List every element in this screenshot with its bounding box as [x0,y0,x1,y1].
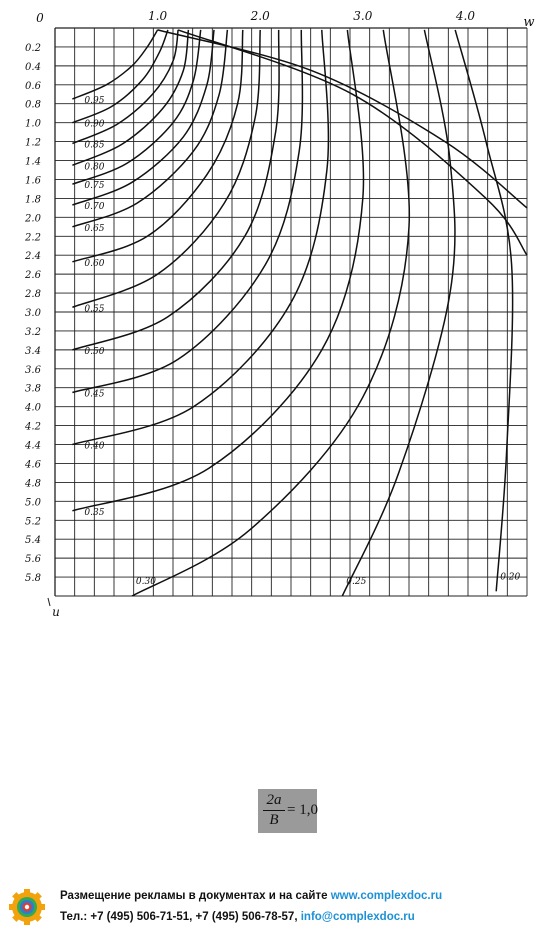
series-label: 0.70 [84,202,105,213]
y-tick-label: 3.8 [25,383,41,395]
footer-ad-text: Размещение рекламы в документах и на сайте [60,890,331,902]
y-tick-label: 4.0 [25,402,41,414]
chart-curves [72,30,527,596]
series-label: 0.20 [500,572,521,583]
y-tick-label: 4.6 [25,459,41,471]
chart-grid [55,28,527,596]
y-tick-label: 5.4 [25,535,41,547]
y-tick-label: 2.4 [25,251,41,263]
formula-denominator: B [269,812,279,828]
x-tick-label: 4.0 [455,9,475,23]
series-curve [72,30,157,99]
y-tick-label: 5.6 [25,554,41,566]
series-label: 0.40 [84,441,105,452]
footer-phone-line [60,911,415,923]
y-tick-label: 1.4 [25,156,41,168]
y-tick-label: 4.8 [25,478,41,490]
y-tick-label: 1.2 [25,137,41,149]
y-tick-label: 4.2 [25,421,41,433]
series-label: 0.95 [84,96,105,106]
y-tick-label: 2.2 [25,232,41,244]
series-label: 0.45 [84,389,105,400]
y-tick-label: 5.2 [25,516,41,528]
series-curve [158,30,527,208]
y-tick-label: 3.4 [25,345,41,357]
y-tick-label: 0.8 [25,99,41,111]
series-label: 0.35 [84,507,105,518]
x-tick-label: 3.0 [353,9,373,23]
series-label: 0.65 [84,223,105,234]
series-label: 0.75 [84,181,105,192]
formula-fraction [263,792,285,829]
y-tick-label: 5.0 [25,497,41,509]
y-tick-label: 1.0 [25,118,41,130]
x-tick-label: 1.0 [148,9,168,23]
series-curve [72,30,363,511]
y-tick-label: 1.6 [25,175,41,187]
y-tick-label: 3.6 [25,364,41,376]
gear-logo-icon [8,888,46,926]
y-tick-label: 2.8 [25,289,41,301]
footer-ad-line [60,890,442,902]
y-axis-arrow [48,598,50,606]
y-tick-label: 3.2 [25,326,41,338]
series-label: 0.30 [135,577,156,587]
formula-numerator: 2a [263,792,285,811]
y-origin-label: 0 [36,11,44,25]
series-curve [72,30,328,445]
y-tick-label: 3.0 [25,308,41,319]
y-axis-label: u [52,605,60,619]
series-curve [455,30,512,591]
y-tick-label: 0.2 [25,42,41,54]
y-tick-label: 0.4 [25,61,41,73]
x-tick-label: 2.0 [250,9,270,23]
footer-email-link[interactable]: info@complexdoc.ru [300,911,415,923]
y-tick-label: 0.6 [25,80,41,92]
series-label: 0.90 [84,119,105,130]
footer-banner [8,886,548,930]
series-curve [72,30,200,184]
series-label: 0.85 [84,140,105,151]
y-tick-label: 4.4 [25,440,41,452]
series-label: 0.25 [346,577,367,587]
formula-ratio [258,789,317,833]
footer-site-link[interactable]: www.complexdoc.ru [330,890,443,902]
x-axis-label: w [523,15,535,30]
chart-labels [24,9,535,619]
y-tick-label: 2.0 [25,213,41,225]
series-label: 0.55 [84,304,105,315]
series-label: 0.50 [84,346,105,357]
series-label: 0.60 [84,258,105,269]
formula-equals: = 1,0 [287,802,318,818]
y-tick-label: 2.6 [25,270,41,282]
footer-phone-text: Тел.: +7 (495) 506-71-51, +7 (495) 506-78-57, [60,911,301,923]
series-label: 0.80 [84,162,105,173]
y-tick-label: 5.8 [25,573,41,585]
y-tick-label: 1.8 [25,194,41,206]
